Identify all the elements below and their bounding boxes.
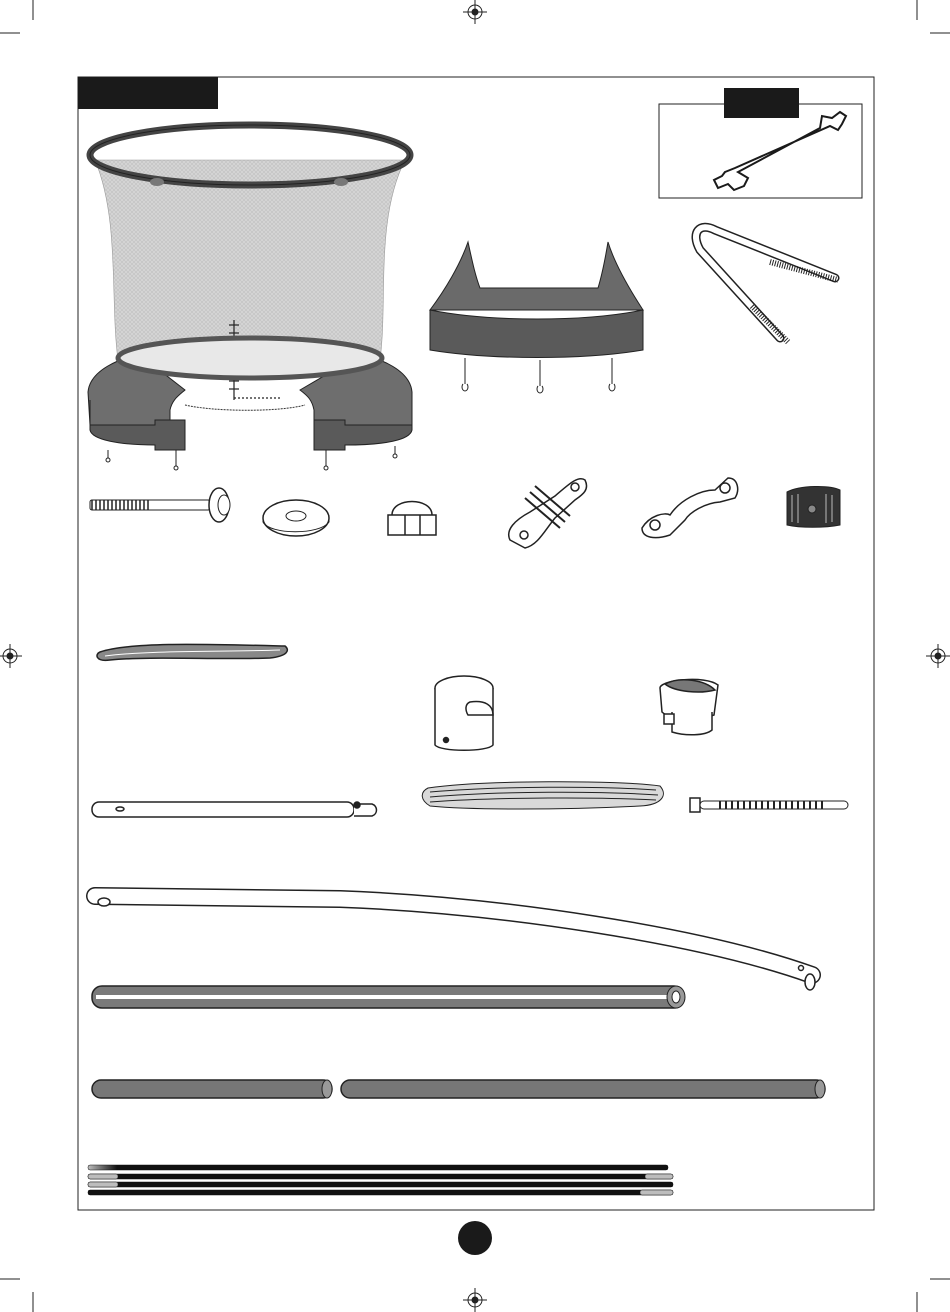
- lower-pole: [92, 802, 377, 817]
- enclosure-net: [88, 125, 412, 470]
- bolt: [90, 488, 230, 522]
- pipe-clamp: [642, 478, 738, 538]
- frame-pad: [88, 338, 412, 470]
- rope-bundle: [422, 782, 663, 809]
- tool-box: [659, 88, 862, 198]
- pole-cap: [435, 676, 493, 750]
- foam-sleeve-short: [92, 1080, 332, 1098]
- pad-section: [430, 242, 643, 393]
- u-bolt: [696, 227, 838, 342]
- washer: [263, 500, 329, 536]
- registration-mark-top: [463, 0, 487, 24]
- cable-tie: [690, 798, 848, 812]
- registration-mark-right: [926, 644, 950, 668]
- wrench: [714, 112, 846, 190]
- registration-mark-bottom: [463, 1288, 487, 1312]
- foam-sleeve-long: [92, 986, 685, 1008]
- foam-block: [787, 486, 840, 527]
- fiberglass-rods: [88, 1165, 673, 1195]
- curved-pole: [95, 896, 815, 990]
- page-number-badge: [458, 1221, 492, 1255]
- net-clip: [509, 479, 587, 548]
- registration-mark-left: [0, 644, 22, 668]
- pole-connector: [660, 679, 718, 734]
- elastic-strap: [97, 644, 287, 660]
- header-tab: [78, 77, 218, 109]
- cap-nut: [388, 502, 436, 536]
- foam-sleeve-medium: [341, 1080, 825, 1098]
